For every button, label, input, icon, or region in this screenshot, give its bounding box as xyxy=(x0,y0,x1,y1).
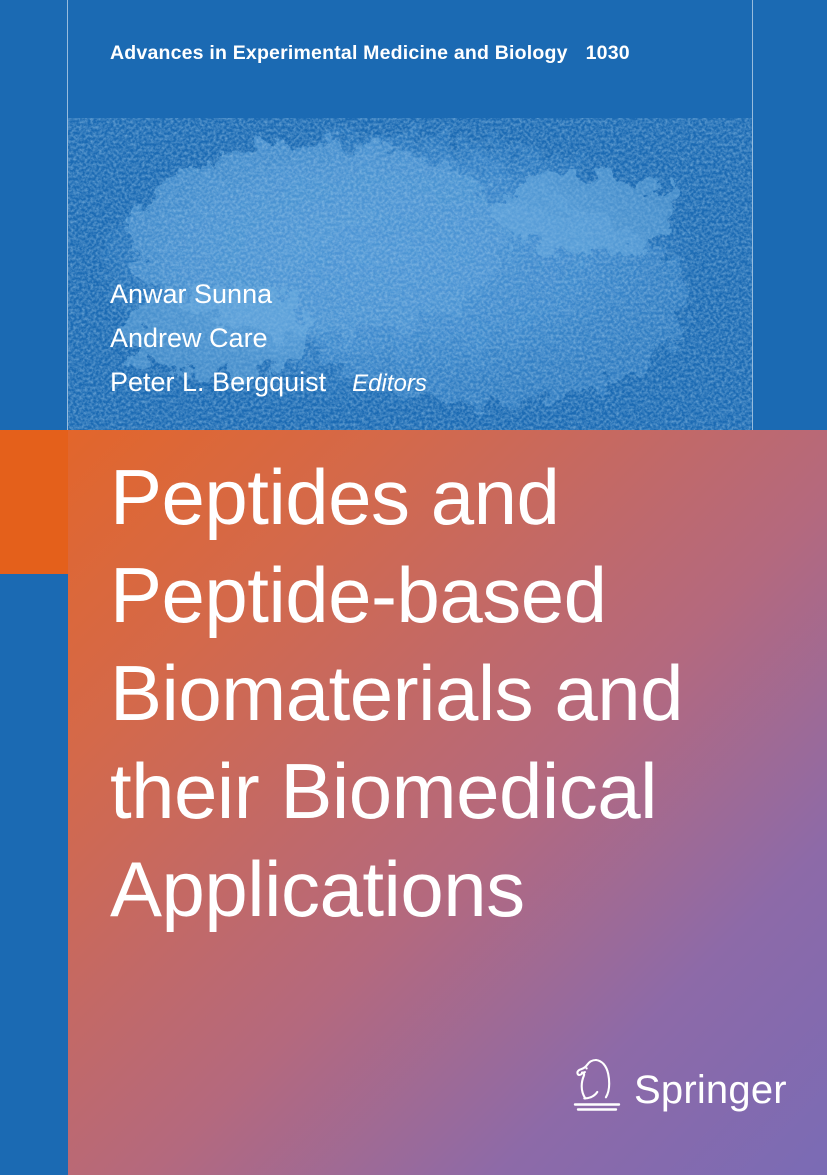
title-line: their Biomedical xyxy=(110,747,657,835)
vertical-rule-right xyxy=(752,0,753,430)
title-line: Biomaterials and xyxy=(110,649,683,737)
title-line: Peptides and xyxy=(110,453,560,541)
series-line xyxy=(110,42,630,65)
editors-block xyxy=(110,272,427,406)
blue-spine-block xyxy=(0,574,68,1175)
title-line: Applications xyxy=(110,845,525,933)
series-title: Advances in Experimental Medicine and Biology xyxy=(110,42,568,64)
vertical-rule-left xyxy=(67,0,68,430)
springer-horse-logo-icon xyxy=(566,1052,628,1119)
publisher-block xyxy=(566,1050,787,1128)
publisher-name: Springer xyxy=(634,1068,787,1112)
editor-name: Peter L. Bergquist xyxy=(110,367,327,397)
title-line: Peptide-based xyxy=(110,551,607,639)
editor-name: Andrew Care xyxy=(110,323,268,353)
editor-name: Anwar Sunna xyxy=(110,279,273,309)
editor-name-with-label xyxy=(110,360,427,406)
series-number: 1030 xyxy=(585,42,630,64)
orange-accent-block xyxy=(0,430,68,574)
editors-label: Editors xyxy=(352,370,427,397)
book-title xyxy=(110,448,750,938)
